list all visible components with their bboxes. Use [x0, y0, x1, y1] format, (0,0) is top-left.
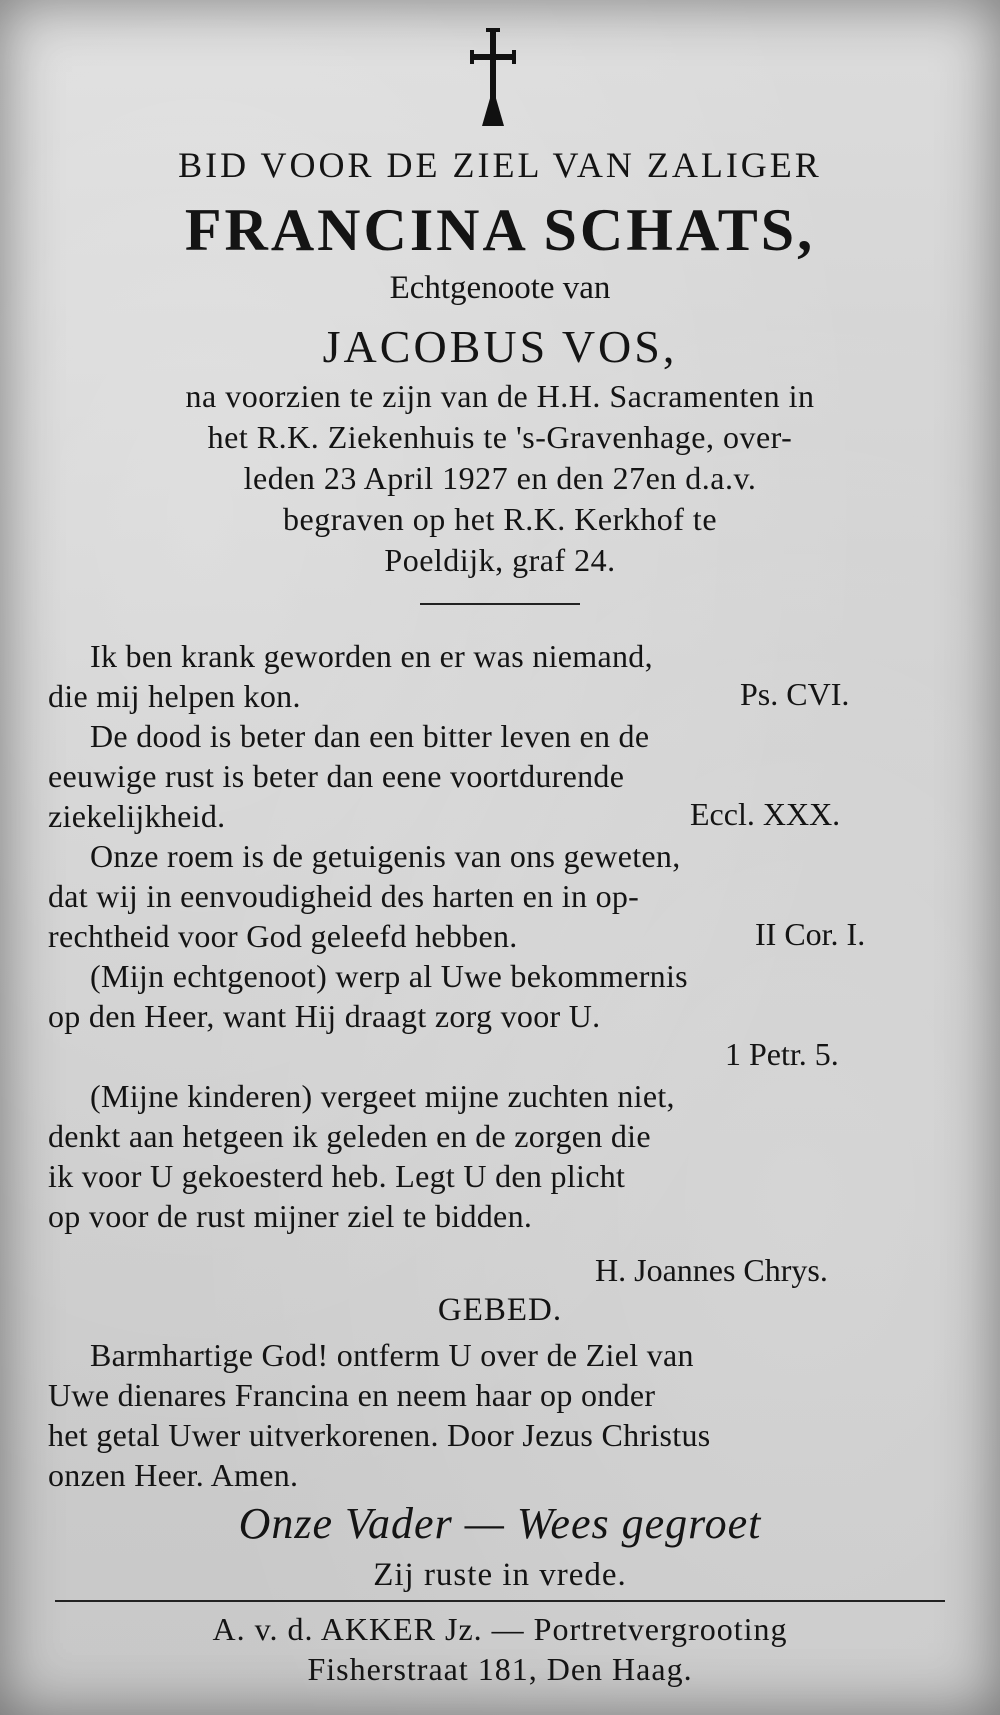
quote-line: op voor de rust mijner ziel te bidden. [48, 1198, 533, 1234]
printer-divider [55, 1600, 945, 1602]
death-notice-line: het R.K. Ziekenhuis te 's-Gravenhage, over- [207, 419, 793, 455]
quote-line: die mij helpen kon. [48, 678, 301, 714]
quote-line: eeuwige rust is beter dan eene voortdurende [48, 758, 625, 794]
prayer-line: het getal Uwer uitverkorenen. Door Jezus Christus [48, 1417, 711, 1453]
quote-line: denkt aan hetgeen ik geleden en de zorgen die [48, 1118, 651, 1154]
prayer-block [48, 1335, 956, 1495]
death-notice-line: Poeldijk, graf 24. [384, 542, 616, 578]
quote-line: ziekelijkheid. [48, 798, 226, 834]
spouse-name: JACOBUS VOS, [322, 321, 678, 372]
quote-line: Ik ben krank geworden en er was niemand, [90, 638, 653, 674]
prayer-title: GEBED. [437, 1292, 563, 1328]
quote-line: rechtheid voor God geleefd hebben. [48, 918, 518, 954]
quote-line: De dood is beter dan een bitter leven en de [90, 718, 650, 754]
relation-text: Echtgenoote van [389, 270, 611, 306]
printer-address: Fisherstraat 181, Den Haag. [307, 1651, 693, 1687]
closing-prayers: Onze Vader — Wees gegroet [238, 1499, 762, 1548]
quote-line: (Mijne kinderen) vergeet mijne zuchten niet, [90, 1078, 675, 1114]
scripture-ref: Eccl. XXX. [690, 796, 841, 832]
prayer-line: onzen Heer. Amen. [48, 1457, 299, 1493]
scripture-ref: II Cor. I. [755, 916, 866, 952]
death-notice-line: begraven op het R.K. Kerkhof te [282, 501, 718, 537]
scripture-ref: H. Joannes Chrys. [595, 1252, 828, 1288]
death-notice-line: leden 23 April 1927 en den 27en d.a.v. [243, 460, 757, 496]
quote-line: Onze roem is de getuigenis van ons geweten, [90, 838, 681, 874]
prayer-line: Barmhartige God! ontferm U over de Ziel van [90, 1337, 694, 1373]
deceased-name: FRANCINA SCHATS, [184, 197, 816, 263]
scripture-ref: Ps. CVI. [740, 676, 850, 712]
quote-line: (Mijn echtgenoot) werp al Uwe bekommernis [90, 958, 688, 994]
quote-line: ik voor U gekoesterd heb. Legt U den plicht [48, 1158, 626, 1194]
death-notice-line: na voorzien te zijn van de H.H. Sacramenten in [185, 378, 815, 414]
invocation: BID VOOR DE ZIEL VAN ZALIGER [178, 145, 822, 185]
scripture-ref: 1 Petr. 5. [725, 1036, 839, 1072]
rest-in-peace: Zij ruste in vrede. [373, 1557, 627, 1593]
cross-icon [470, 28, 516, 128]
divider [420, 603, 580, 605]
printer-line: A. v. d. AKKER Jz. — Portretvergrooting [212, 1611, 788, 1647]
prayer-line: Uwe dienares Francina en neem haar op onder [48, 1377, 656, 1413]
quote-line: op den Heer, want Hij draagt zorg voor U. [48, 998, 601, 1034]
quote-line: dat wij in eenvoudigheid des harten en in op- [48, 878, 640, 914]
